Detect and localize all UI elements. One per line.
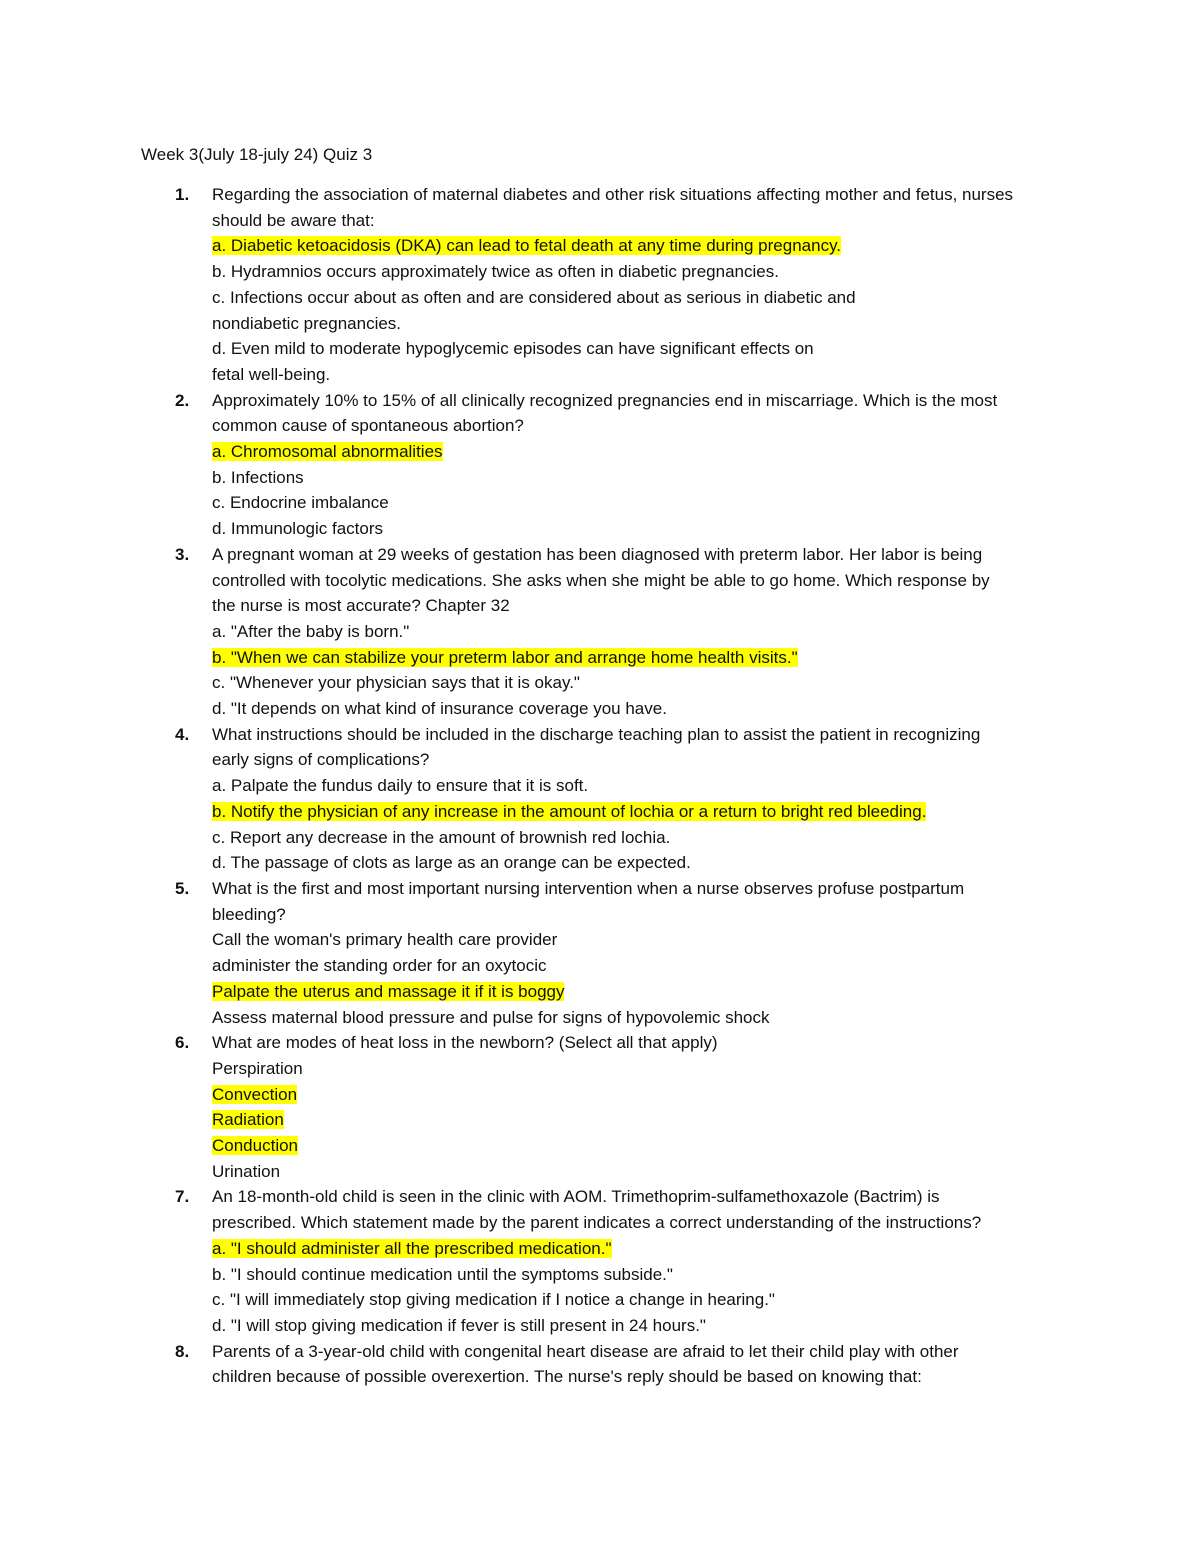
answer-option-highlighted: [212, 1107, 1071, 1133]
question-stem-line: What instructions should be included in the discharge teaching plan to assist the patient in recognizing: [212, 724, 981, 744]
answer-option-text: a. "I should administer all the prescribed medication.": [212, 1238, 612, 1258]
answer-option-highlighted: [212, 1236, 1071, 1262]
question-number: 5.: [175, 878, 190, 898]
question-stem-line: bleeding?: [212, 904, 286, 924]
answer-option-highlighted: [212, 233, 1071, 259]
answer-option: [212, 825, 1071, 851]
answer-option-highlighted: [212, 645, 1071, 671]
answer-option: [212, 696, 1071, 722]
answer-option-text: c. Infections occur about as often and are considered about as serious in diabetic and: [212, 287, 856, 307]
question-stem-line: should be aware that:: [212, 210, 375, 230]
page-title: Week 3(July 18-july 24) Quiz 3: [141, 145, 373, 164]
answer-option-text: Radiation: [212, 1110, 284, 1130]
question-item: [141, 542, 1071, 722]
question-item: [141, 1030, 1071, 1184]
question-stem-line: Parents of a 3-year-old child with congenital heart disease are afraid to let their child play with other: [212, 1341, 959, 1361]
answer-option-text: Assess maternal blood pressure and pulse for signs of hypovolemic shock: [212, 1007, 770, 1027]
answer-option: [212, 490, 1071, 516]
answer-option: [212, 1262, 1071, 1288]
answer-option: [212, 336, 1071, 362]
answer-option: [212, 1056, 1071, 1082]
answer-option-text: d. "I will stop giving medication if fever is still present in 24 hours.": [212, 1315, 706, 1335]
answer-option-text: Convection: [212, 1084, 298, 1104]
answer-option-text: a. Chromosomal abnormalities: [212, 442, 443, 462]
answer-option-text: d. The passage of clots as large as an orange can be expected.: [212, 853, 691, 873]
answer-option-text: nondiabetic pregnancies.: [212, 313, 402, 333]
question-number: 1.: [175, 185, 190, 204]
answer-option-text: c. "Whenever your physician says that it is okay.": [212, 673, 580, 693]
question-stem-line: Approximately 10% to 15% of all clinically recognized pregnancies end in miscarriage. Which is the most: [212, 390, 998, 410]
answer-option-text: Conduction: [212, 1136, 299, 1156]
question-number: 4.: [175, 724, 190, 744]
answer-option: [212, 1313, 1071, 1339]
answer-option-highlighted: [212, 439, 1071, 465]
answer-option-text: c. "I will immediately stop giving medication if I notice a change in hearing.": [212, 1290, 775, 1310]
answer-option: [212, 516, 1071, 542]
question-stem-line: What is the first and most important nursing intervention when a nurse observes profuse postpartum: [212, 878, 965, 898]
question-item: [141, 722, 1071, 876]
question-item: [141, 1339, 1071, 1390]
question-stem-line: What are modes of heat loss in the newborn? (Select all that apply): [212, 1033, 718, 1053]
answer-option: [212, 1005, 1071, 1031]
answer-option-text: a. "After the baby is born.": [212, 621, 410, 641]
answer-option-text: Perspiration: [212, 1058, 303, 1078]
answer-option-text: Urination: [212, 1161, 281, 1181]
answer-option: [212, 850, 1071, 876]
answer-option: [212, 670, 1071, 696]
answer-option-text: d. Even mild to moderate hypoglycemic episodes can have significant effects on: [212, 339, 814, 359]
answer-option: [212, 311, 1071, 337]
question-stem-line: early signs of complications?: [212, 750, 430, 770]
question-number: 6.: [175, 1033, 190, 1053]
question-stem-line: prescribed. Which statement made by the parent indicates a correct understanding of the instructions?: [212, 1213, 982, 1233]
question-stem-line: common cause of spontaneous abortion?: [212, 416, 524, 436]
question-number: 3.: [175, 544, 190, 564]
answer-option-text: d. Immunologic factors: [212, 519, 384, 539]
question-number: 2.: [175, 390, 190, 410]
question-stem-line: controlled with tocolytic medications. She asks when she might be able to go home. Which response by: [212, 570, 990, 590]
answer-option: [212, 1287, 1071, 1313]
answer-option-text: Palpate the uterus and massage it if it is boggy: [212, 981, 565, 1001]
answer-option-text: d. "It depends on what kind of insurance coverage you have.: [212, 699, 667, 719]
question-item: [141, 388, 1071, 542]
answer-option-text: b. Notify the physician of any increase in the amount of lochia or a return to bright red bleeding.: [212, 801, 927, 821]
answer-option-text: fetal well-being.: [212, 364, 331, 384]
question-stem-line: An 18-month-old child is seen in the clinic with AOM. Trimethoprim-sulfamethoxazole (Bactrim) is: [212, 1187, 940, 1207]
answer-option-highlighted: [212, 1133, 1071, 1159]
answer-option-text: c. Endocrine imbalance: [212, 493, 389, 513]
answer-option: [212, 259, 1071, 285]
answer-option-highlighted: [212, 979, 1071, 1005]
answer-option-text: Call the woman's primary health care provider: [212, 930, 558, 950]
question-stem-line: children because of possible overexertion. The nurse's reply should be based on knowing that:: [212, 1367, 922, 1387]
answer-option-text: a. Palpate the fundus daily to ensure that it is soft.: [212, 776, 589, 796]
question-stem-line: Regarding the association of maternal diabetes and other risk situations affecting mother and fetus, nurses: [212, 185, 1014, 204]
answer-option-highlighted: [212, 799, 1071, 825]
question-list: [141, 182, 1071, 1390]
answer-option-text: administer the standing order for an oxytocic: [212, 956, 547, 976]
question-item: [141, 1184, 1071, 1338]
answer-option-highlighted: [212, 1082, 1071, 1108]
answer-option: [212, 362, 1071, 388]
answer-option-text: b. Infections: [212, 467, 304, 487]
answer-option: [212, 927, 1071, 953]
question-item: [141, 182, 1071, 388]
answer-option: [212, 773, 1071, 799]
question-stem-line: the nurse is most accurate? Chapter 32: [212, 596, 510, 616]
answer-option-text: a. Diabetic ketoacidosis (DKA) can lead to fetal death at any time during pregnancy.: [212, 236, 842, 256]
question-number: 8.: [175, 1341, 190, 1361]
question-item: [141, 876, 1071, 1030]
answer-option: [212, 1159, 1071, 1185]
question-number: 7.: [175, 1187, 190, 1207]
answer-option: [212, 465, 1071, 491]
answer-option: [212, 953, 1071, 979]
question-stem-line: A pregnant woman at 29 weeks of gestation has been diagnosed with preterm labor. Her labor is being: [212, 544, 983, 564]
answer-option-text: b. Hydramnios occurs approximately twice as often in diabetic pregnancies.: [212, 262, 779, 282]
answer-option-text: c. Report any decrease in the amount of brownish red lochia.: [212, 827, 671, 847]
answer-option-text: b. "When we can stabilize your preterm labor and arrange home health visits.": [212, 647, 798, 667]
answer-option: [212, 619, 1071, 645]
answer-option-text: b. "I should continue medication until the symptoms subside.": [212, 1264, 673, 1284]
answer-option: [212, 285, 1071, 311]
